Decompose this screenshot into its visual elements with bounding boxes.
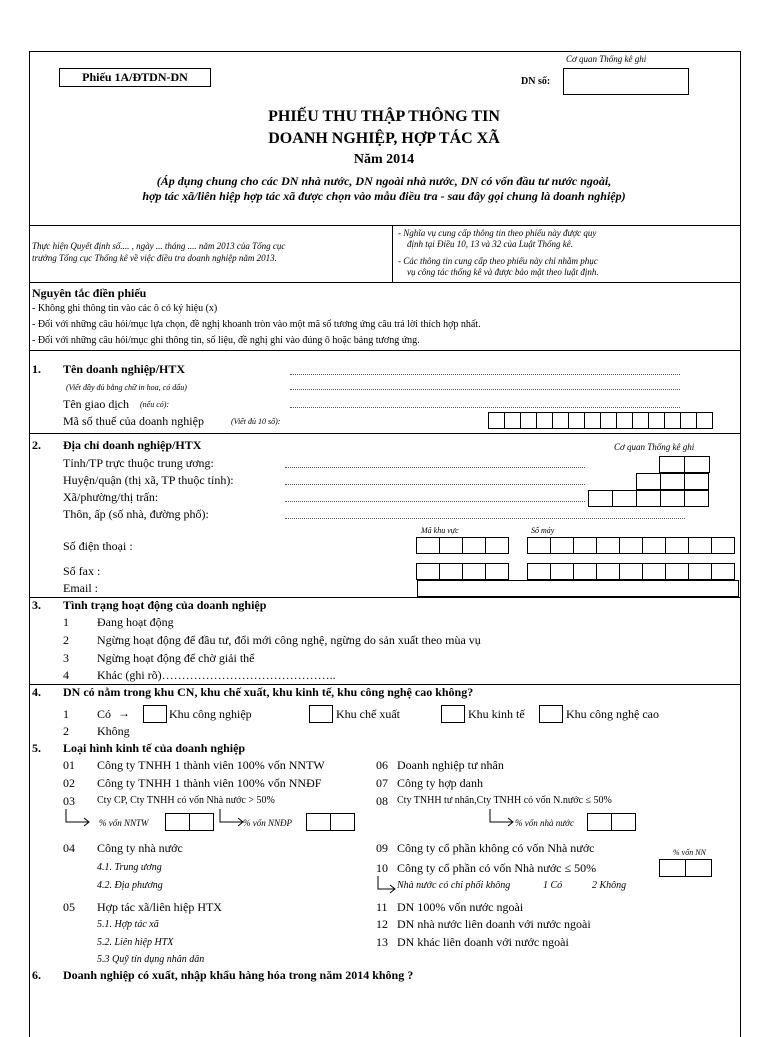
phone-label: Số điện thoại : xyxy=(63,539,133,553)
q3-option-code: 3 xyxy=(63,651,69,665)
q6-title: Doanh nghiệp có xuất, nhập khẩu hàng hóa trong năm 2014 không ? xyxy=(63,968,414,982)
district-field[interactable] xyxy=(285,484,585,485)
q3-option-2[interactable]: Ngừng hoạt động để đầu tư, đổi mới công nghệ, ngừng do sản xuất theo mùa vụ xyxy=(97,633,481,647)
pct-nn-cells[interactable] xyxy=(588,813,636,831)
q2-agency-note: Cơ quan Thống kê ghi xyxy=(614,442,695,452)
q5-sub-41[interactable]: 4.1. Trung ương xyxy=(97,862,162,873)
principle-1: - Không ghi thông tin vào các ô có ký hiệu (x) xyxy=(32,303,218,314)
phone-number-cells[interactable] xyxy=(528,537,735,554)
q5-option-05[interactable]: Hợp tác xã/liên hiệp HTX xyxy=(97,900,222,914)
tax-code-note: (Viết đủ 10 số): xyxy=(231,417,281,426)
q5-number: 5. xyxy=(32,741,41,755)
district-code-cells[interactable] xyxy=(637,473,709,490)
arrow-right-icon: → xyxy=(118,706,130,720)
legal-right-2: định tại Điều 10, 13 và 32 của Luật Thống kê. xyxy=(407,239,573,249)
arrow-elbow-icon xyxy=(64,808,94,828)
control-no[interactable]: 2 Không xyxy=(592,880,627,891)
q5-code: 06 xyxy=(376,758,388,772)
arrow-elbow-icon xyxy=(488,808,518,828)
province-field[interactable] xyxy=(285,467,585,468)
legal-right-3: - Các thông tin cung cấp theo phiếu này chỉ nhằm phục xyxy=(398,256,598,266)
zone-industrial-label: Khu công nghiệp xyxy=(169,707,252,721)
q5-option-02[interactable]: Công ty TNHH 1 thành viên 100% vốn NNĐF xyxy=(97,776,322,790)
fax-number-cells[interactable] xyxy=(528,563,735,580)
q4-yes-code: 1 xyxy=(63,707,69,721)
q4-no-code: 2 xyxy=(63,724,69,738)
q3-option-1[interactable]: Đang hoạt động xyxy=(97,615,174,629)
province-label: Tỉnh/TP trực thuộc trung ương: xyxy=(63,456,214,470)
agency-note: Cơ quan Thống kê ghi xyxy=(566,54,647,64)
fax-label: Số fax : xyxy=(63,564,101,578)
q5-code: 11 xyxy=(376,900,388,914)
q4-no[interactable]: Không xyxy=(97,724,130,738)
zone-export-label: Khu chế xuất xyxy=(336,707,400,721)
q5-sub-53[interactable]: 5.3 Quỹ tín dụng nhân dân xyxy=(97,954,205,965)
dn-so-field[interactable] xyxy=(563,68,689,95)
tax-code-label: Mã số thuế của doanh nghiệp xyxy=(63,414,204,428)
pct-nn-short-cells[interactable] xyxy=(660,859,712,877)
phone-area-cells[interactable] xyxy=(417,537,509,554)
commune-code-cells[interactable] xyxy=(589,490,709,507)
q5-option-07[interactable]: Công ty hợp danh xyxy=(397,776,484,790)
q3-option-code: 4 xyxy=(63,668,69,682)
principle-2: - Đối với những câu hỏi/mục lựa chọn, đề nghị khoanh tròn vào một mã số tương ứng câu trả lời thích hợp nhất. xyxy=(32,319,481,330)
legal-left-1: Thực hiện Quyết định số.... , ngày ... tháng .... năm 2013 của Tổng cục xyxy=(32,241,286,251)
legal-right-4: vụ công tác thống kê và được bảo mật theo luật định. xyxy=(407,267,599,277)
province-code-cells[interactable] xyxy=(660,456,710,473)
q5-option-06[interactable]: Doanh nghiệp tư nhân xyxy=(397,758,504,772)
q2-title: Địa chỉ doanh nghiệp/HTX xyxy=(63,438,202,452)
q5-option-08[interactable]: Cty TNHH tư nhân,Cty TNHH có vốn N.nước ≤ 50% xyxy=(397,795,612,806)
q5-code: 09 xyxy=(376,841,388,855)
email-field[interactable] xyxy=(417,580,739,597)
q5-sub-51[interactable]: 5.1. Hợp tác xã xyxy=(97,919,159,930)
q3-title: Tình trạng hoạt động của doanh nghiệp xyxy=(63,598,267,612)
company-name-field[interactable] xyxy=(290,374,680,375)
q2-number: 2. xyxy=(32,438,41,452)
q5-code: 08 xyxy=(376,794,388,808)
area-code-label: Mã khu vực xyxy=(421,526,459,535)
q5-option-10[interactable]: Công ty cổ phần có vốn Nhà nước ≤ 50% xyxy=(397,861,597,875)
pct-nn-short-label: % vốn NN xyxy=(673,848,706,857)
q5-title: Loại hình kinh tế của doanh nghiệp xyxy=(63,741,246,755)
zone-industrial-box[interactable] xyxy=(143,705,167,723)
q5-code: 05 xyxy=(63,900,75,914)
title-line-1: PHIẾU THU THẬP THÔNG TIN xyxy=(268,108,500,125)
scope-line-1: (Áp dụng chung cho các DN nhà nước, DN ngoài nhà nước, DN có vốn đầu tư nước ngoài, xyxy=(156,174,612,188)
q4-title: DN có nằm trong khu CN, khu chế xuất, khu kinh tế, khu công nghệ cao không? xyxy=(63,685,474,699)
pct-nn-label: % vốn nhà nước xyxy=(515,818,574,828)
trade-name-label: Tên giao dịch xyxy=(63,397,129,411)
form-code: Phiếu 1A/ĐTDN-DN xyxy=(59,68,211,87)
dn-so-label: DN số: xyxy=(521,76,551,87)
q4-yes[interactable]: Có xyxy=(97,707,112,721)
q5-code: 12 xyxy=(376,917,388,931)
principles-title: Nguyên tắc điền phiếu xyxy=(32,286,147,300)
pct-nndp-cells[interactable] xyxy=(307,813,355,831)
pct-nntw-cells[interactable] xyxy=(166,813,214,831)
q3-option-3[interactable]: Ngừng hoạt động để chờ giải thể xyxy=(97,651,255,665)
divider xyxy=(29,225,740,226)
zone-hightech-label: Khu công nghệ cao xyxy=(566,707,659,721)
trade-name-note: (nếu có): xyxy=(140,400,170,409)
q4-number: 4. xyxy=(32,685,41,699)
zone-economic-label: Khu kinh tế xyxy=(468,707,525,721)
q5-code: 13 xyxy=(376,935,388,949)
legal-right-1: - Nghĩa vụ cung cấp thông tin theo phiếu này được quy xyxy=(398,228,597,238)
q5-option-04[interactable]: Công ty nhà nước xyxy=(97,841,183,855)
village-field[interactable] xyxy=(285,518,685,519)
principle-3: - Đối với những câu hỏi/mục ghi thông tin, số liệu, đề nghị ghi vào đúng ô hoặc bảng tương ứng. xyxy=(32,335,420,346)
q5-code: 10 xyxy=(376,861,388,875)
q5-sub-52[interactable]: 5.2. Liên hiệp HTX xyxy=(97,937,174,948)
phone-number-label: Số máy xyxy=(531,526,555,535)
q5-option-09[interactable]: Công ty cổ phần không có vốn Nhà nước xyxy=(397,841,595,855)
tax-code-cells[interactable] xyxy=(489,412,713,429)
q1-note: (Viết đầy đủ bằng chữ in hoa, có dấu) xyxy=(66,383,187,392)
q3-number: 3. xyxy=(32,598,41,612)
divider xyxy=(392,225,393,282)
pct-nndp-label: % vốn NNĐP xyxy=(243,818,292,828)
legal-left-2: trưởng Tổng cục Thống kê về việc điều tra doanh nghiệp năm 2013. xyxy=(32,253,277,263)
q5-option-03[interactable]: Cty CP, Cty TNHH có vốn Nhà nước > 50% xyxy=(97,795,275,806)
q5-code: 01 xyxy=(63,758,75,772)
q3-option-4[interactable]: Khác (ghi rõ)…………………………………….. xyxy=(97,668,336,682)
fax-area-cells[interactable] xyxy=(417,563,509,580)
zone-export-box[interactable] xyxy=(309,705,333,723)
control-label: Nhà nước có chi phối không xyxy=(397,880,511,891)
email-label: Email : xyxy=(63,581,98,595)
zone-hightech-box[interactable] xyxy=(539,705,563,723)
q5-code: 03 xyxy=(63,794,75,808)
title-line-2: DOANH NGHIỆP, HỢP TÁC XÃ xyxy=(268,130,500,147)
q5-option-11[interactable]: DN 100% vốn nước ngoài xyxy=(397,900,524,914)
scope-line-2: hợp tác xã/liên hiệp hợp tác xã được chọn vào mẫu điều tra - sau đây gọi chung là doanh nghiệp) xyxy=(142,189,626,203)
q5-code: 02 xyxy=(63,776,75,790)
pct-nntw-label: % vốn NNTW xyxy=(99,818,149,828)
commune-label: Xã/phường/thị trấn: xyxy=(63,490,159,504)
q1-title: Tên doanh nghiệp/HTX xyxy=(63,362,186,376)
divider xyxy=(29,282,740,283)
control-yes[interactable]: 1 Có xyxy=(543,880,563,891)
title-year: Năm 2014 xyxy=(353,152,415,167)
q5-option-01[interactable]: Công ty TNHH 1 thành viên 100% vốn NNTW xyxy=(97,758,325,772)
village-label: Thôn, ấp (số nhà, đường phố): xyxy=(63,507,209,521)
q5-code: 04 xyxy=(63,841,75,855)
q5-sub-42[interactable]: 4.2. Địa phương xyxy=(97,880,163,891)
trade-name-field[interactable] xyxy=(290,407,680,408)
q3-option-code: 2 xyxy=(63,633,69,647)
commune-field[interactable] xyxy=(285,501,585,502)
q6-number: 6. xyxy=(32,968,41,982)
q5-code: 07 xyxy=(376,776,388,790)
q3-option-code: 1 xyxy=(63,615,69,629)
q5-option-12[interactable]: DN nhà nước liên doanh với nước ngoài xyxy=(397,917,591,931)
divider xyxy=(29,350,740,351)
divider xyxy=(29,433,740,434)
zone-economic-box[interactable] xyxy=(441,705,465,723)
district-label: Huyện/quận (thị xã, TP thuộc tỉnh): xyxy=(63,473,234,487)
company-name-field-2[interactable] xyxy=(290,389,680,390)
q5-option-13[interactable]: DN khác liên doanh với nước ngoài xyxy=(397,935,569,949)
q1-number: 1. xyxy=(32,362,41,376)
